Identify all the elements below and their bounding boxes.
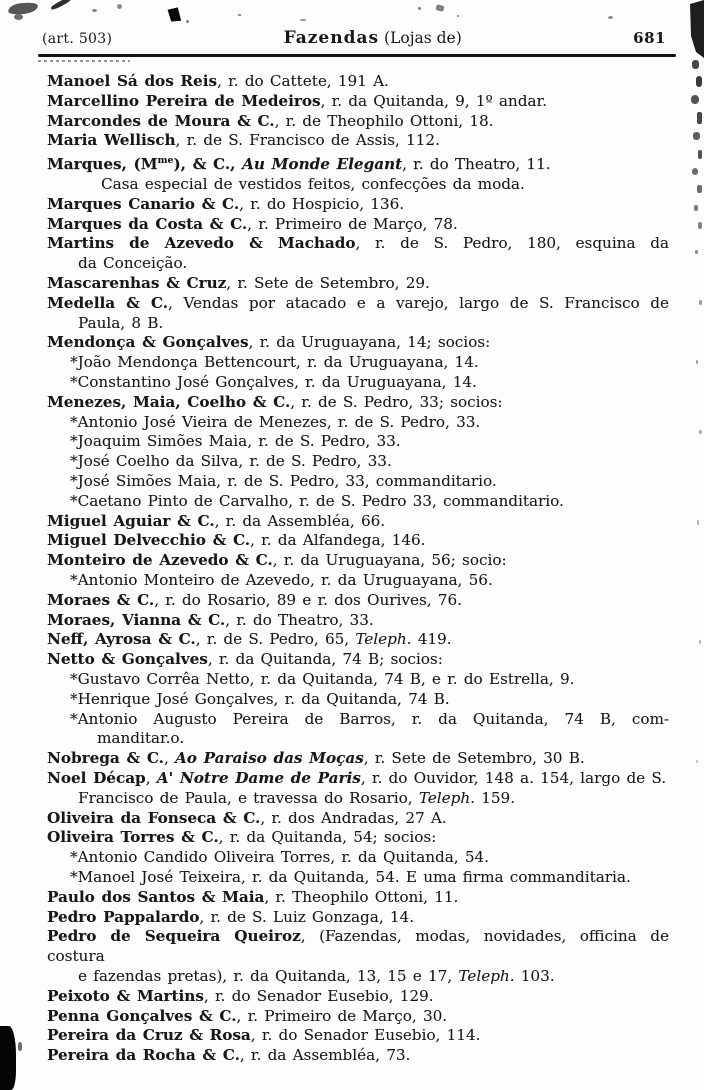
entry-segment: , r. do Cattete, 191 A.: [217, 72, 389, 90]
entry-segment: Medella & C.: [47, 293, 169, 312]
entry-segment: *José Simões Maia, r. de S. Pedro, 33, commanditario.: [70, 472, 497, 490]
entry-segment: 159.: [474, 788, 516, 807]
page-title-rest: (Lojas de): [379, 29, 462, 47]
entry-segment: manditar.o.: [97, 729, 185, 748]
entry-line: [47, 92, 669, 112]
entry-segment: 103.: [514, 966, 555, 985]
entry-segment: , r. do Theatro, 33.: [225, 610, 374, 629]
ink-speck: [186, 20, 189, 23]
entry-segment: , r. do Senador Eusebio, 114.: [250, 1026, 481, 1045]
entry-segment: , r. Primeiro de Março, 30.: [236, 1006, 448, 1025]
entry-segment: , r. da Uruguayana, 14; socios:: [248, 333, 491, 352]
entry-line: [47, 690, 669, 710]
entry-line: [47, 175, 669, 195]
entry-segment: ,: [163, 749, 176, 768]
entry-line: [47, 927, 669, 967]
header-rule-dots: [38, 60, 130, 62]
entry-line: [47, 1046, 669, 1066]
entry-segment: Francisco de Paula, e travessa do Rosario,: [78, 788, 419, 807]
entry-segment: Pedro Pappalardo: [47, 907, 200, 926]
entry-line: [47, 769, 669, 789]
ink-smudge: [50, 0, 72, 11]
entry-segment: Oliveira Torres & C.: [47, 828, 219, 847]
entry-line: [47, 710, 669, 730]
entry-segment: Teleph.: [418, 788, 475, 807]
entry-line: [47, 749, 669, 769]
entry-segment: Casa especial de vestidos feitos, confecções da moda.: [101, 175, 525, 194]
entry-segment: , r. de S. Pedro, 65,: [195, 630, 356, 649]
entry-segment: , r. de S. Pedro, 180, esquina da: [355, 234, 669, 253]
entry-line: [47, 967, 669, 987]
entry-segment: ), & C.,: [173, 155, 243, 174]
entry-segment: , r. da Quitanda, 9, 1º andar.: [320, 91, 547, 110]
entry-segment: *Constantino José Gonçalves, r. da Uruguayana, 14.: [70, 373, 477, 392]
entry-line: [47, 908, 669, 928]
entry-segment: Netto & Gonçalves: [47, 650, 208, 669]
entry-segment: Pedro de Sequeira Queiroz: [47, 927, 301, 946]
entry-segment: Monteiro de Azevedo & C.: [47, 551, 273, 570]
entry-segment: Marcellino Pereira de Medeiros: [47, 91, 321, 110]
entry-segment: , r. Sete de Setembro, 30 B.: [363, 749, 585, 768]
entry-segment: , r. do Senador Eusebio, 129.: [203, 986, 434, 1005]
entry-line: [47, 112, 669, 132]
entry-segment: , r. Theophilo Ottoni, 11.: [264, 887, 459, 906]
ink-speck: [457, 15, 459, 17]
entry-segment: *José Coelho da Silva, r. de S. Pedro, 33.: [70, 452, 392, 471]
article-reference: (art. 503): [42, 31, 113, 47]
entry-segment: , r. do Ouvidor, 148 a. 154, largo de S.: [360, 768, 667, 787]
entry-line: [47, 294, 669, 314]
entry-segment: Pereira da Rocha & C.: [47, 1046, 240, 1065]
entry-line: [47, 492, 669, 512]
entry-line: [47, 809, 669, 829]
entry-segment: ,: [145, 768, 157, 787]
entry-segment: Paulo dos Santos & Maia: [47, 887, 265, 906]
entry-segment: , r. de S. Luiz Gonzaga, 14.: [199, 907, 415, 926]
entry-segment: Teleph.: [355, 630, 412, 649]
entry-segment: *Joaquim Simões Maia, r. de S. Pedro, 33.: [70, 432, 401, 451]
page-number: 681: [633, 29, 666, 47]
entry-line: [47, 413, 669, 433]
entry-line: [47, 432, 669, 452]
ink-speck: [608, 16, 613, 19]
entry-segment: Moraes & C.: [47, 590, 155, 609]
entry-segment: *Manoel José Teixeira, r. da Quitanda, 54. E uma firma commanditaria.: [70, 867, 631, 886]
header-rule: [38, 54, 676, 57]
entry-segment: Marques, (M: [47, 155, 158, 174]
entry-segment: , Vendas por atacado e a varejo, largo de S. Francisco de: [168, 293, 669, 312]
entry-segment: Marcondes de Moura & C.: [47, 111, 275, 130]
entry-line: [47, 195, 669, 215]
entry-line: [47, 314, 669, 334]
ink-speck: [117, 4, 122, 9]
entry-segment: Au Monde Elegant: [242, 155, 403, 174]
entry-line: [47, 512, 669, 532]
entry-segment: *Antonio José Vieira de Menezes, r. de S. Pedro, 33.: [70, 412, 481, 431]
entry-segment: , r. da Assembléa, 66.: [214, 511, 386, 530]
entry-segment: , r. de S. Pedro, 33; socios:: [290, 392, 503, 411]
entry-segment: Menezes, Maia, Coelho & C.: [47, 392, 291, 411]
entry-segment: A' Notre Dame de Paris: [156, 768, 361, 787]
directory-list: [47, 72, 669, 1066]
entry-line: [47, 215, 669, 235]
ink-speck: [238, 14, 241, 16]
entry-segment: Penna Gonçalves & C.: [47, 1006, 237, 1025]
page-title: [284, 28, 462, 48]
entry-segment: , r. do Theatro, 11.: [402, 155, 551, 174]
page-edge-noise: [682, 0, 704, 1090]
entry-segment: Mendonça & Gonçalves: [47, 333, 249, 352]
entry-segment: , r. da Quitanda, 54; socios:: [218, 828, 437, 847]
page-title-bold: Fazendas: [283, 28, 380, 48]
entry-segment: e fazendas pretas), r. da Quitanda, 13, 15 e 17,: [78, 966, 459, 985]
entry-segment: , r. dos Andradas, 27 A.: [260, 808, 447, 827]
ink-speck: [300, 19, 306, 21]
entry-segment: Nobrega & C.: [47, 749, 164, 768]
entry-line: [47, 848, 669, 868]
entry-line: [47, 1026, 669, 1046]
entry-segment: Miguel Aguiar & C.: [47, 511, 215, 530]
entry-segment: 419.: [411, 630, 452, 649]
entry-segment: Peixoto & Martins: [47, 986, 204, 1005]
entry-line: [47, 591, 669, 611]
entry-segment: , r. de S. Francisco de Assis, 112.: [175, 131, 440, 150]
entry-segment: Moraes, Vianna & C.: [47, 610, 226, 629]
entry-line: [47, 72, 669, 92]
ink-speck: [418, 7, 421, 10]
entry-segment: *Caetano Pinto de Carvalho, r. de S. Pedro 33, commanditario.: [70, 491, 564, 510]
entry-segment: *Henrique José Gonçalves, r. da Quitanda, 74 B.: [70, 689, 450, 708]
entry-segment: Martins de Azevedo & Machado: [47, 234, 356, 253]
entry-line: [47, 888, 669, 908]
entry-segment: da Conceição.: [78, 254, 188, 273]
entry-line: [47, 630, 669, 650]
entry-line: [47, 353, 669, 373]
entry-segment: , r. da Alfandega, 146.: [250, 531, 426, 550]
entry-line: [47, 393, 669, 413]
entry-line: [47, 151, 669, 175]
entry-line: [47, 333, 669, 353]
entry-segment: , r. Sete de Setembro, 29.: [226, 274, 430, 293]
entry-line: [47, 373, 669, 393]
binding-blot: [0, 1026, 16, 1090]
entry-segment: Pereira da Cruz & Rosa: [47, 1026, 251, 1045]
entry-line: [47, 868, 669, 888]
ink-smudge: [7, 1, 38, 16]
entry-segment: me: [157, 155, 174, 167]
entry-segment: Marques Canario & C.: [47, 194, 240, 213]
entry-segment: , r. Primeiro de Março, 78.: [247, 214, 458, 233]
entry-line: [47, 472, 669, 492]
entry-segment: Teleph.: [458, 966, 515, 985]
page-header: [42, 28, 666, 48]
entry-line: [47, 987, 669, 1007]
entry-line: [47, 571, 669, 591]
ink-speck: [92, 9, 97, 12]
entry-segment: , (Fazendas, modas, novidades, officina de costura: [47, 927, 669, 966]
entry-line: [47, 131, 669, 151]
ink-smudge: [14, 14, 23, 20]
entry-segment: , r. de Theophilo Ottoni, 18.: [274, 111, 494, 130]
entry-segment: Paula, 8 B.: [78, 313, 164, 332]
entry-line: [47, 234, 669, 254]
entry-line: [47, 1007, 669, 1027]
entry-segment: Mascarenhas & Cruz: [47, 274, 227, 293]
entry-line: [47, 650, 669, 670]
entry-segment: *João Mendonça Bettencourt, r. da Uruguayana, 14.: [70, 353, 479, 372]
ink-speck: [18, 1042, 22, 1051]
entry-segment: *Gustavo Corrêa Netto, r. da Quitanda, 74 B, e r. do Estrella, 9.: [70, 669, 575, 688]
entry-line: [47, 729, 669, 749]
entry-line: [47, 452, 669, 472]
entry-segment: Manoel Sá dos Reis: [47, 72, 218, 90]
entry-segment: , r. do Hospicio, 136.: [239, 194, 405, 213]
ink-speck: [435, 4, 444, 12]
entry-line: [47, 274, 669, 294]
entry-line: [47, 670, 669, 690]
entry-segment: Oliveira da Fonseca & C.: [47, 808, 261, 827]
entry-line: [47, 789, 669, 809]
entry-line: [47, 551, 669, 571]
entry-segment: Miguel Delvecchio & C.: [47, 531, 251, 550]
entry-line: [47, 254, 669, 274]
entry-segment: Maria Wellisch: [47, 131, 176, 150]
entry-segment: *Antonio Monteiro de Azevedo, r. da Uruguayana, 56.: [70, 570, 493, 589]
entry-segment: Ao Paraiso das Moças: [175, 749, 364, 768]
entry-segment: *Antonio Candido Oliveira Torres, r. da Quitanda, 54.: [70, 848, 489, 867]
ink-blot: [166, 6, 183, 23]
entry-segment: Marques da Costa & C.: [47, 214, 248, 233]
entry-segment: Neff, Ayrosa & C.: [47, 630, 196, 649]
entry-segment: , r. do Rosario, 89 e r. dos Ourives, 76.: [154, 590, 462, 609]
entry-line: [47, 611, 669, 631]
entry-line: [47, 531, 669, 551]
entry-segment: , r. da Assembléa, 73.: [239, 1046, 411, 1065]
entry-line: [47, 828, 669, 848]
entry-segment: *Antonio Augusto Pereira de Barros, r. da Quitanda, 74 B, com-: [70, 709, 669, 728]
entry-segment: Noel Décap: [47, 768, 146, 787]
entry-segment: , r. da Quitanda, 74 B; socios:: [207, 650, 443, 669]
entry-segment: , r. da Uruguayana, 56; socio:: [272, 551, 507, 570]
